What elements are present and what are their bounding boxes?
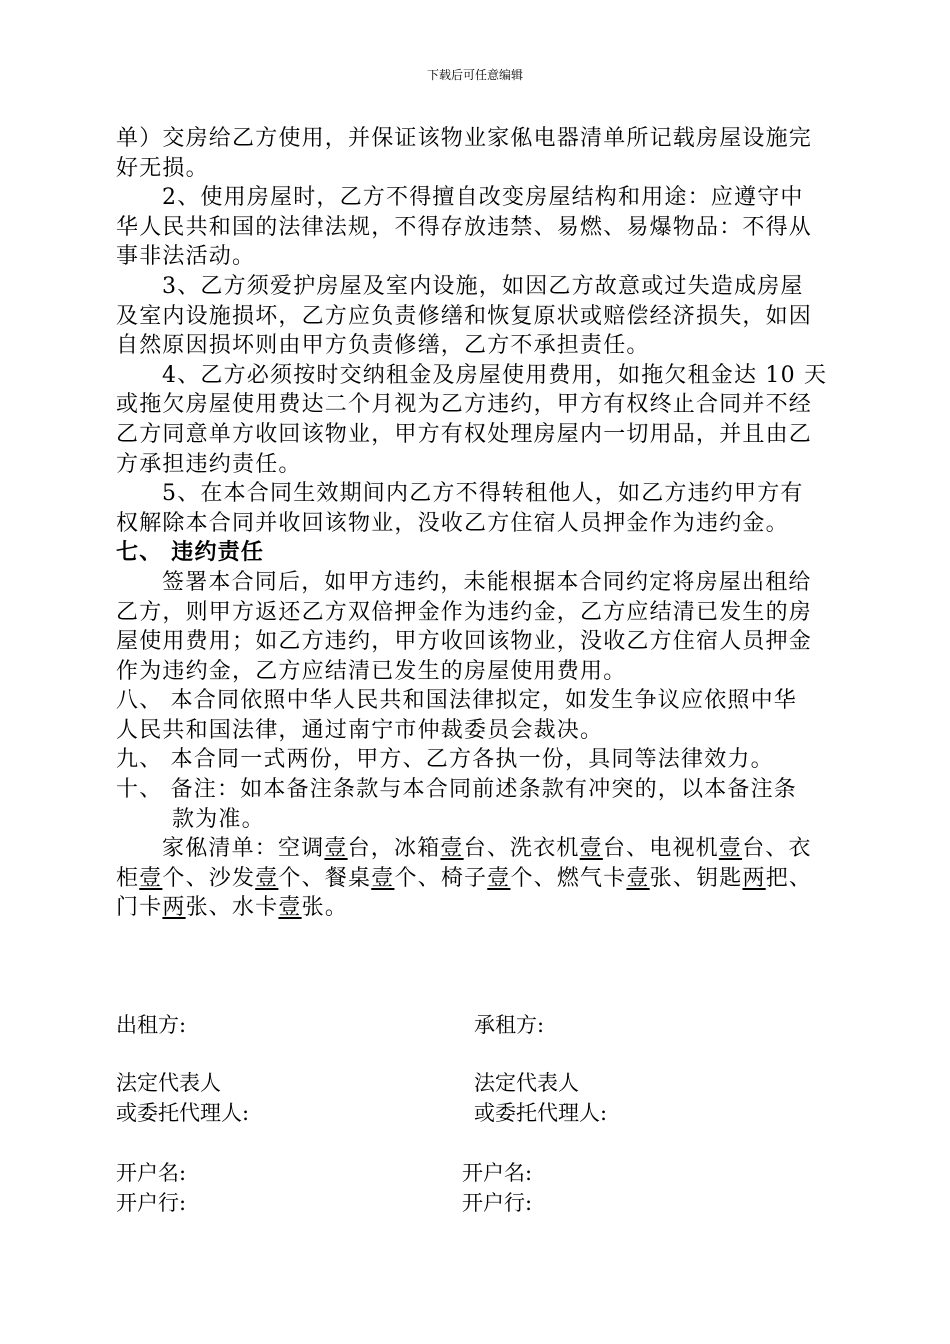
text-line: 九、 本合同一式两份，甲方、乙方各执一份，具同等法律效力。 bbox=[116, 747, 774, 773]
text-line: 华人民共和国的法律法规，不得存放违禁、易燃、易爆物品：不得从 bbox=[116, 214, 813, 240]
text-line: 事非法活动。 bbox=[116, 244, 256, 270]
text-line: 八、 本合同依照中华人民共和国法律拟定，如发生争议应依照中华 bbox=[116, 688, 797, 714]
text-line: 及室内设施损坏，乙方应负责修缮和恢复原状或赔偿经济损失，如因 bbox=[116, 303, 813, 329]
inventory-quantity: 壹 bbox=[440, 836, 464, 862]
inventory-quantity: 壹 bbox=[718, 836, 743, 862]
inventory-quantity: 壹 bbox=[324, 836, 348, 862]
text-line: 4、乙方必须按时交纳租金及房屋使用费用，如拖欠租金达 10 天 bbox=[162, 362, 828, 388]
inventory-quantity: 壹 bbox=[579, 836, 603, 862]
page-header: 下载后可任意编辑 bbox=[426, 68, 523, 82]
text-line: 签署本合同后，如甲方违约，未能根据本合同约定将房屋出租给 bbox=[162, 569, 812, 595]
inventory-text: 个、椅子 bbox=[394, 865, 488, 891]
inventory-text: 台，冰箱 bbox=[347, 836, 441, 862]
account-bank-label-lessee: 开户行: bbox=[462, 1191, 533, 1215]
text-line: 自然原因损坏则由甲方负责修缮，乙方不承担责任。 bbox=[116, 333, 650, 359]
inventory-quantity: 壹 bbox=[278, 895, 302, 921]
text-line: 权解除本合同并收回该物业，没收乙方住宿人员押金作为违约金。 bbox=[116, 510, 789, 536]
text-line: 人民共和国法律，通过南宁市仲裁委员会裁决。 bbox=[116, 717, 604, 743]
inventory-line bbox=[116, 834, 840, 864]
inventory-text: 柜 bbox=[116, 865, 140, 891]
account-name-label-lessee: 开户名: bbox=[462, 1161, 533, 1185]
inventory-line bbox=[116, 864, 840, 894]
text-line: 七、 违约责任 bbox=[116, 539, 265, 566]
inventory-line bbox=[116, 893, 840, 923]
inventory-quantity: 两 bbox=[742, 865, 766, 891]
text-line: 5、在本合同生效期间内乙方不得转租他人，如乙方违约甲方有 bbox=[162, 481, 804, 507]
text-line: 好无损。 bbox=[116, 155, 209, 181]
inventory-quantity: 壹 bbox=[487, 865, 511, 891]
inventory-text: 张。 bbox=[301, 895, 349, 921]
text-line: 或拖欠房屋使用费达二个月视为乙方违约，甲方有权终止合同并不经 bbox=[116, 392, 813, 418]
inventory-quantity: 两 bbox=[162, 895, 186, 921]
agent-label-lessee: 或委托代理人: bbox=[474, 1101, 608, 1125]
inventory-text: 台、衣 bbox=[742, 836, 812, 862]
inventory-text: 个、沙发 bbox=[162, 865, 256, 891]
account-bank-label-lessor: 开户行: bbox=[116, 1191, 187, 1215]
text-line: 单）交房给乙方使用，并保证该物业家俬电器清单所记载房屋设施完 bbox=[116, 126, 813, 151]
text-line: 作为违约金，乙方应结清已发生的房屋使用费用。 bbox=[116, 658, 627, 684]
legal-rep-label-lessor: 法定代表人 bbox=[116, 1071, 221, 1095]
account-name-label-lessor: 开户名: bbox=[116, 1161, 187, 1185]
text-line: 乙方，则甲方返还乙方双倍押金作为违约金，乙方应结清已发生的房 bbox=[116, 599, 813, 625]
agent-label-lessor: 或委托代理人: bbox=[116, 1101, 250, 1125]
lessor-label: 出租方: bbox=[116, 1013, 187, 1037]
inventory-text: 家俬清单：空调 bbox=[162, 836, 325, 862]
inventory-text: 台、洗衣机 bbox=[463, 836, 580, 862]
inventory-text: 门卡 bbox=[116, 895, 163, 921]
inventory-quantity: 壹 bbox=[139, 865, 163, 891]
text-line: 屋使用费用；如乙方违约，甲方收回该物业，没收乙方住宿人员押金 bbox=[116, 629, 813, 655]
text-line: 方承担违约责任。 bbox=[116, 451, 302, 477]
legal-rep-label-lessee: 法定代表人 bbox=[474, 1071, 579, 1095]
inventory-text: 张、水卡 bbox=[185, 895, 279, 921]
lessee-label: 承租方: bbox=[474, 1013, 545, 1037]
inventory-quantity: 壹 bbox=[371, 865, 395, 891]
inventory-text: 个、餐桌 bbox=[278, 865, 372, 891]
inventory-text: 把、 bbox=[765, 865, 813, 891]
inventory-text: 台、电视机 bbox=[602, 836, 719, 862]
text-line: 2、使用房屋时，乙方不得擅自改变房屋结构和用途：应遵守中 bbox=[162, 185, 804, 211]
text-line: 十、 备注：如本备注条款与本合同前述条款有冲突的，以本备注条 bbox=[116, 777, 797, 803]
inventory-quantity: 壹 bbox=[626, 865, 650, 891]
text-line: 3、乙方须爱护房屋及室内设施，如因乙方故意或过失造成房屋 bbox=[162, 273, 804, 299]
text-line: 款为准。 bbox=[172, 806, 265, 832]
text-line: 乙方同意单方收回该物业，甲方有权处理房屋内一切用品，并且由乙 bbox=[116, 421, 813, 447]
inventory-quantity: 壹 bbox=[255, 865, 279, 891]
inventory-text: 张、钥匙 bbox=[649, 865, 743, 891]
contract-body bbox=[116, 124, 840, 923]
inventory-text: 个、燃气卡 bbox=[510, 865, 627, 891]
